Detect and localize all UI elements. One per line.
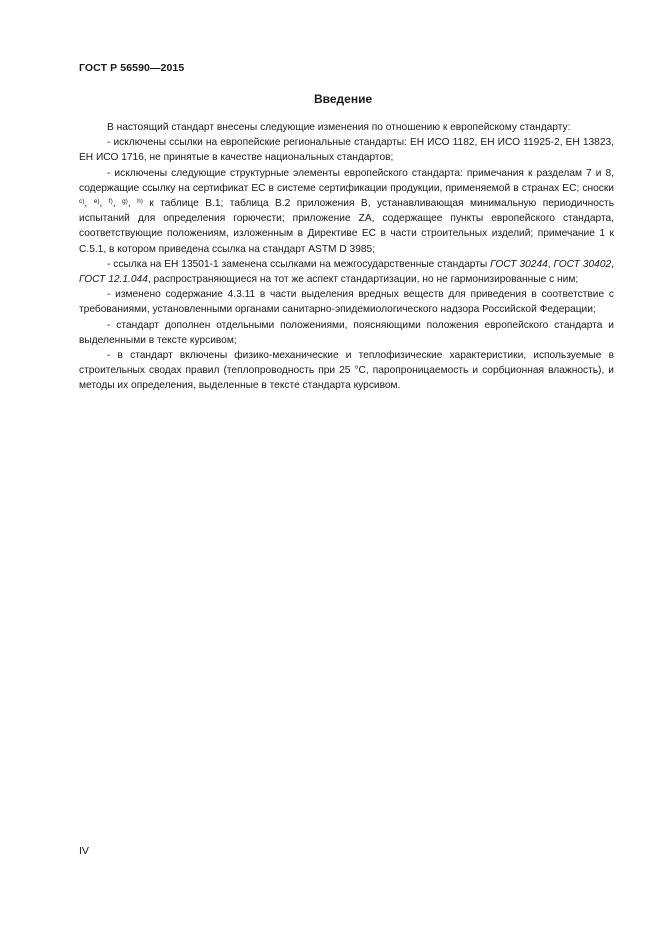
text-segment: к таблице В.1; таблица В.2 приложения В, устанавливающая минимальную периодичность испытаний для определения горючести; приложение ZA, содержащее пункты европейского стандарта, соответствующие положениям, изложенным в Директиве ЕС в части строительных изделий; примечание 1 к С.5.1, в котором приведена ссылка на стандарт ASTM D 3985; (79, 198, 615, 255)
footnote-mark-e: e) (93, 198, 100, 206)
text-segment: , (99, 198, 109, 210)
document-code-header: ГОСТ Р 56590—2015 (79, 62, 185, 74)
text-segment: , (611, 258, 614, 270)
standard-reference: ГОСТ 30244 (490, 258, 548, 270)
list-item-excluded-elements (79, 166, 614, 257)
text-segment: , (112, 198, 123, 210)
text-segment: , (127, 198, 138, 210)
page-number: IV (79, 845, 89, 857)
document-body (79, 120, 614, 394)
intro-paragraph: В настоящий стандарт внесены следующие изменения по отношению к европейскому стандарту: (107, 122, 571, 133)
list-item-replaced-reference (79, 257, 614, 287)
section-title: Введение (314, 92, 373, 106)
footnote-mark-f: f) (108, 198, 113, 206)
text-segment: , распространяющиеся на тот же аспект стандартизации, но не гармонизированные с ним; (147, 274, 579, 286)
footnote-mark-g: g) (122, 198, 128, 206)
footnote-mark-h: h) (137, 198, 143, 206)
list-item-excluded-references: - исключены ссылки на европейские региональные стандарты: ЕН ИСО 1182, ЕН ИСО 11925-2, ЕН 13823, ЕН ИСО 1716, не принятые в качестве национальных стандартов; (79, 137, 614, 164)
list-item-supplemented: - стандарт дополнен отдельными положениями, поясняющими положения европейского стандарта и выделенными в тексте курсивом; (79, 319, 614, 346)
list-item-included-characteristics: - в стандарт включены физико-механические и теплофизические характеристики, используемые в строительных сводах правил (теплопроводность при 25 °С, паропроницаемость и сорбционная влажность), и методы их определения, выделенные в тексте стандарта курсивом. (79, 350, 614, 392)
standard-reference: ГОСТ 12.1.044 (79, 274, 148, 286)
footnote-mark-c: c) (79, 198, 85, 206)
text-segment: - ссылка на ЕН 13501-1 заменена ссылками на межгосударственные стандарты (107, 258, 491, 270)
standard-reference: ГОСТ 30402 (553, 258, 612, 270)
text-segment: - исключены следующие структурные элементы европейского стандарта: примечания к разделам 7 и 8, содержащие ссылку на сертификат ЕС в системе сертификации продукции, применяемой в странах ЕС; сноски (79, 167, 614, 194)
list-item-changed-content: - изменено содержание 4.3.11 в части выделения вредных веществ для приведения в соответствие с требованиями, установленными органами санитарно-эпидемиологического надзора Российской Федерации; (79, 289, 614, 316)
text-segment: , (84, 198, 94, 210)
text-segment: , (547, 258, 554, 270)
